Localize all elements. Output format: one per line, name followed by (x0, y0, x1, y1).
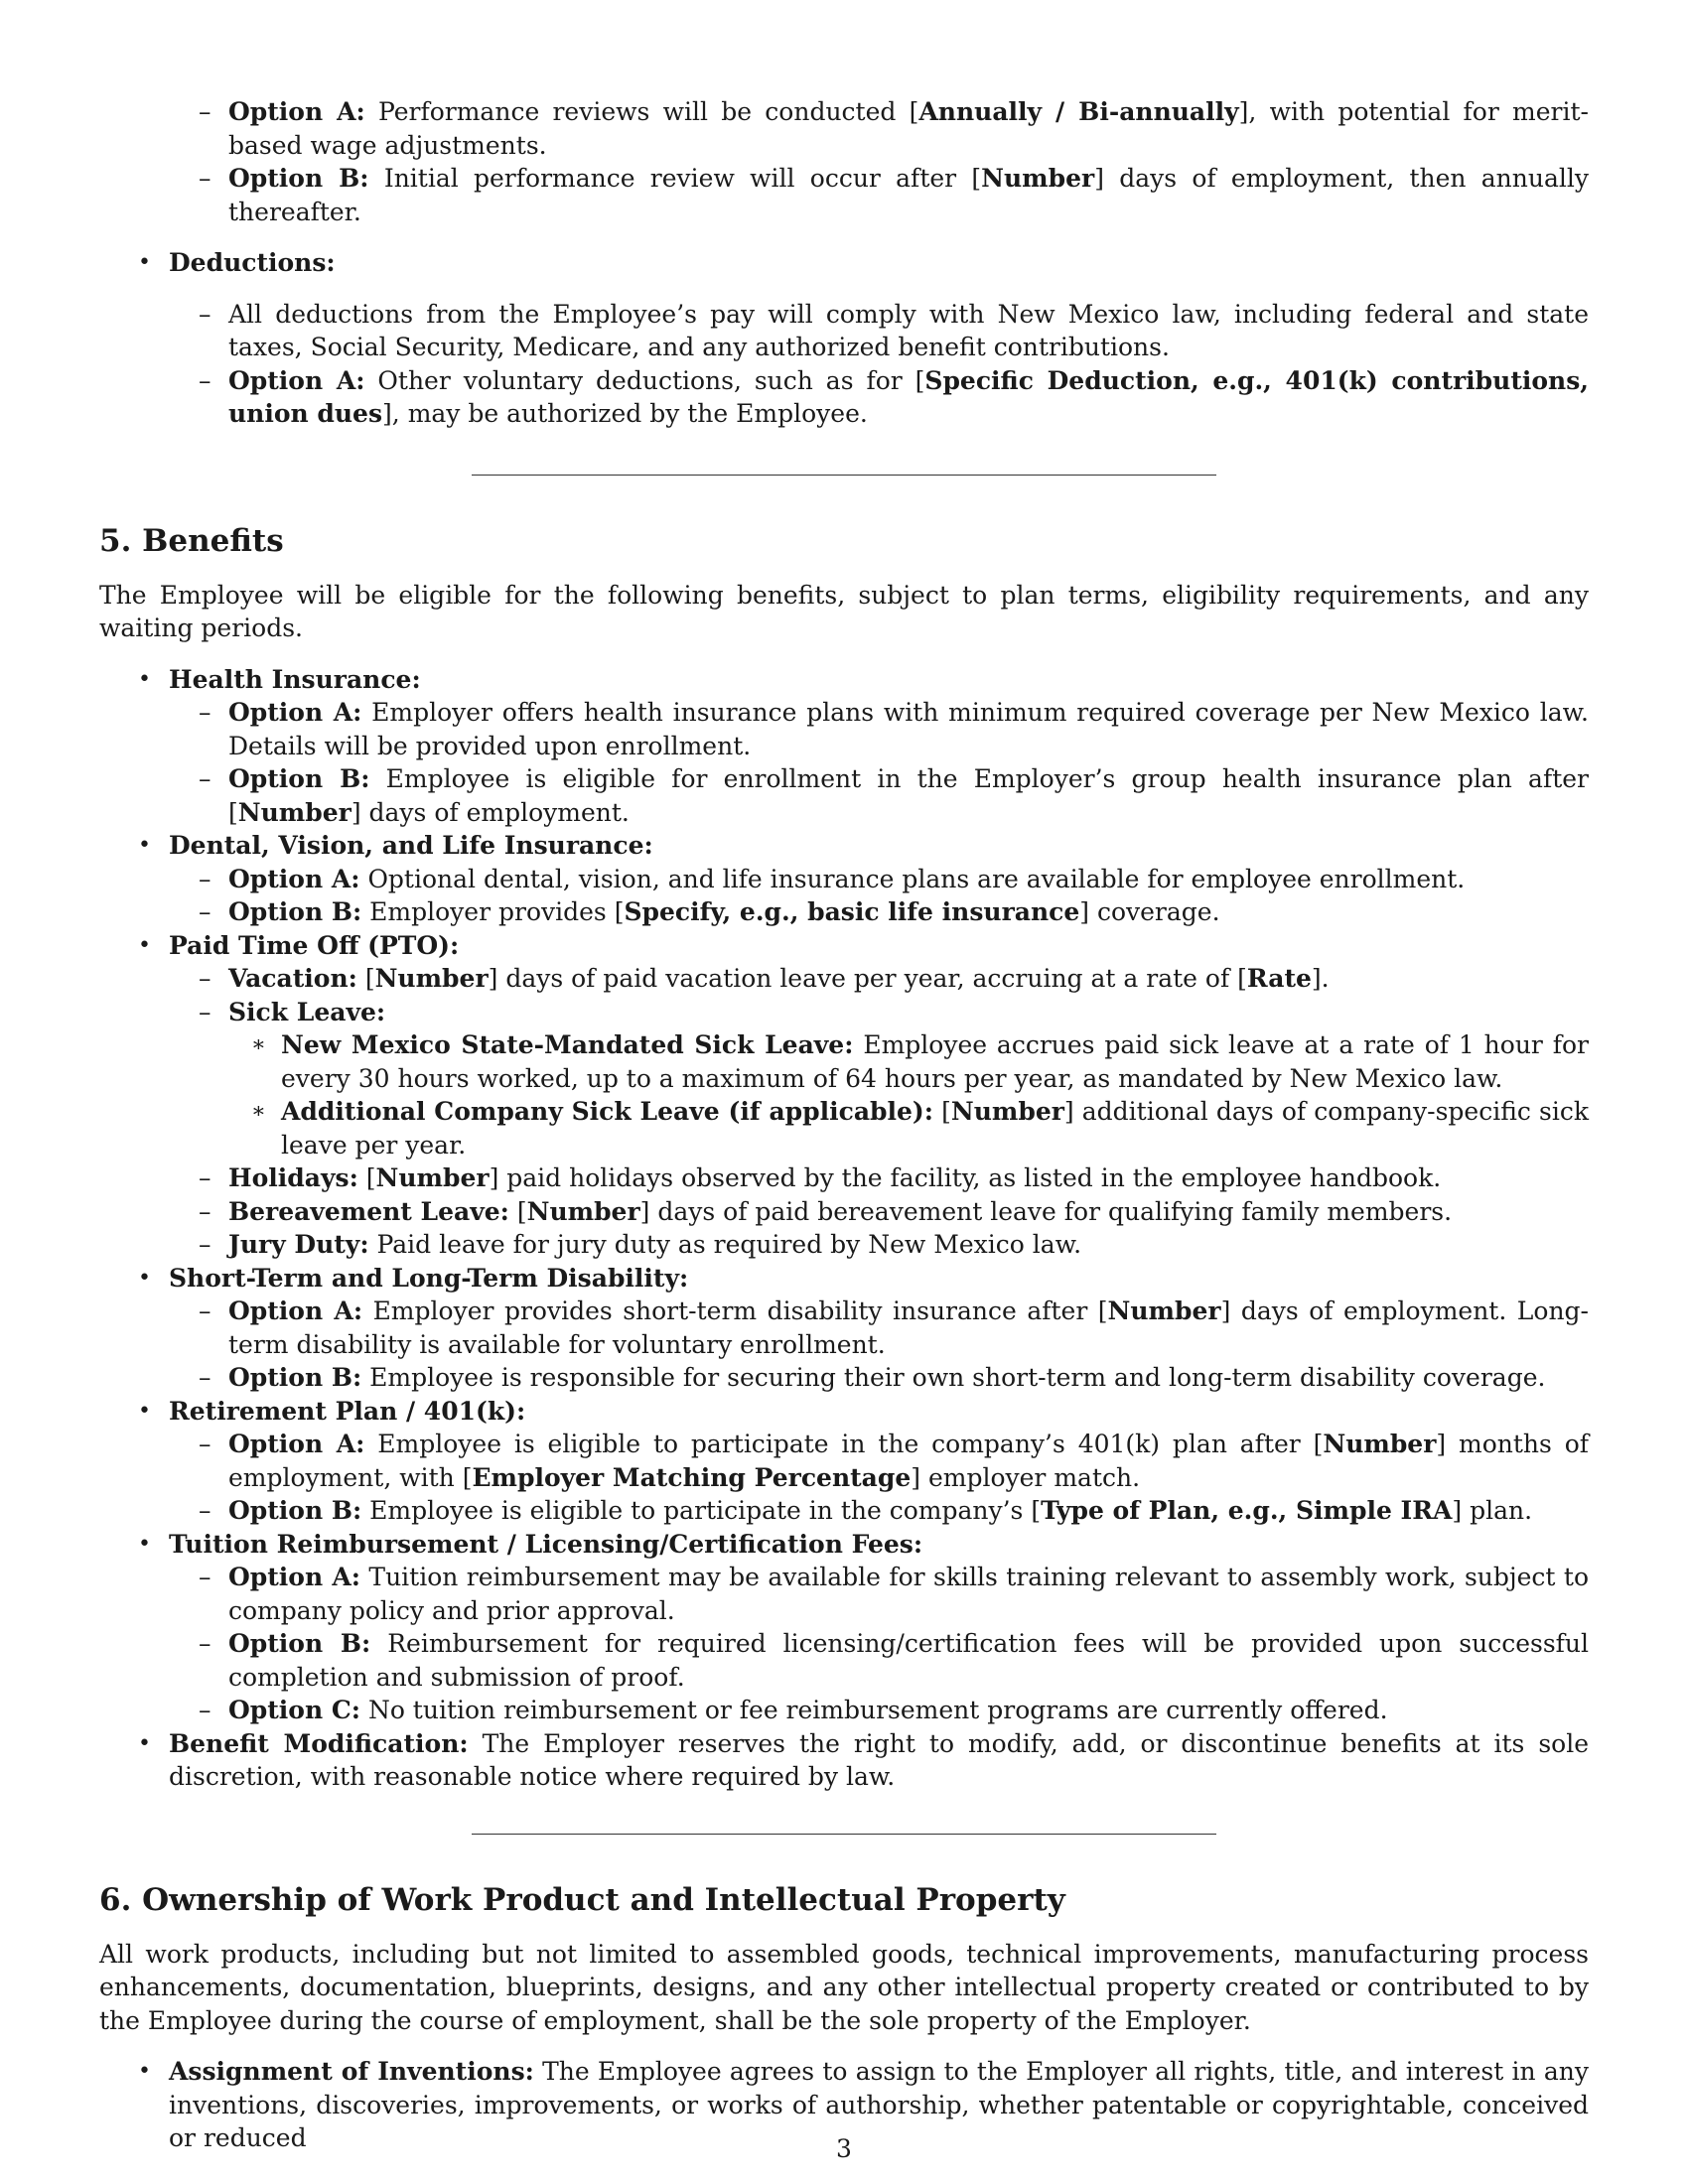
pto-bereavement: – Bereavement Leave: [Number] days of paid bereavement leave for qualifying family members. (99, 1195, 1589, 1229)
pto-additional-sick-leave: ∗ Additional Company Sick Leave (if applicable): [Number] additional days of company-specific sick leave per year. (251, 1097, 1589, 1160)
tuition-option-c: – Option C: No tuition reimbursement or fee reimbursement programs are currently offered. (99, 1694, 1589, 1727)
section-title-ownership: 6. Ownership of Work Product and Intellectual Property (99, 1881, 1065, 1918)
pto-nm-sick-leave: ∗ New Mexico State-Mandated Sick Leave: Employee accrues paid sick leave at a rate of 1 hour for every 30 hours worked, up to a maximum of 64 hours per year, as mandated by New Mexico law. (251, 1030, 1590, 1093)
ownership-intro: All work products, including but not limited to assembled goods, technical improvements, manufacturing process enhancements, documentation, blueprints, designs, and any other intellectual property created or contributed to by the Employee during the course of employment, shall be the sole property of the Employer. (99, 1939, 1589, 2035)
dash-marker: – (199, 1230, 211, 1259)
bullet-marker: • (138, 833, 151, 858)
health-insurance-item: • Health Insurance: (99, 663, 1589, 697)
dash-marker: – (199, 1196, 211, 1226)
dash-marker: – (199, 164, 211, 193)
bullet-marker: • (138, 1730, 151, 1756)
health-option-b: – Option B: Employee is eligible for enrollment in the Employer’s group health insurance plan after [Number] days of employment. (199, 764, 1589, 827)
bullet-marker: • (138, 1531, 151, 1557)
dash-marker: – (199, 97, 211, 126)
star-marker: ∗ (251, 1099, 266, 1124)
benefits-intro: The Employee will be eligible for the following benefits, subject to plan terms, eligibility requirements, and any waiting periods. (99, 580, 1589, 642)
dash-marker: – (199, 698, 211, 727)
dental-vision-life-item: • Dental, Vision, and Life Insurance: (99, 829, 1589, 863)
retirement-option-b: – Option B: Employee is eligible to participate in the company’s [Type of Plan, e.g., Simple IRA] plan. (99, 1494, 1589, 1528)
dash-marker: – (199, 1297, 211, 1325)
perf-option-a: – Option A: Performance reviews will be conducted [Annually / Bi-annually], with potential for merit-based wage adjustments. (199, 97, 1589, 160)
dash-marker: – (199, 365, 211, 395)
dash-marker: – (199, 1430, 211, 1458)
disability-item: • Short-Term and Long-Term Disability: (99, 1262, 1589, 1296)
pto-item: • Paid Time Off (PTO): (99, 929, 1589, 963)
dash-marker: – (199, 1163, 211, 1192)
deductions-option-a: – Option A: Other voluntary deductions, such as for [Specific Deduction, e.g., 401(k) contributions, union dues], may be authorized by the Employee. (199, 365, 1590, 428)
pto-vacation: – Vacation: [Number] days of paid vacation leave per year, accruing at a rate of [Rate]. (99, 962, 1589, 996)
tuition-option-b: – Option B: Reimbursement for required licensing/certification fees will be provided upon successful completion and submission of proof. (199, 1629, 1589, 1692)
deductions-compliance: – All deductions from the Employee’s pay will comply with New Mexico law, including federal and state taxes, Social Security, Medicare, and any authorized benefit contributions. (199, 299, 1589, 361)
dash-marker: – (199, 864, 211, 893)
dash-marker: – (199, 897, 211, 926)
benefit-modification-item: • Benefit Modification: The Employer reserves the right to modify, add, or discontinue benefits at its sole discretion, with reasonable notice where required by law. (138, 1728, 1590, 1791)
bullet-marker: • (138, 932, 151, 958)
dash-marker: – (199, 1496, 211, 1525)
pto-jury-duty: – Jury Duty: Paid leave for jury duty as required by New Mexico law. (99, 1228, 1589, 1262)
pto-sick-leave: – Sick Leave: (99, 996, 1589, 1029)
assignment-of-inventions-item: • Assignment of Inventions: The Employee agrees to assign to the Employer all rights, title, and interest in any inventions, discoveries, improvements, or works of authorship, whether patentable or copyrightable, conceived or reduced (138, 2057, 1589, 2152)
dash-marker: – (199, 1363, 211, 1392)
dental-option-a: – Option A: Optional dental, vision, and life insurance plans are available for employee enrollment. (99, 863, 1589, 896)
dash-marker: – (199, 1563, 211, 1591)
retirement-item: • Retirement Plan / 401(k): (99, 1395, 1589, 1429)
bullet-marker: • (138, 2059, 151, 2084)
disability-option-a: – Option A: Employer provides short-term disability insurance after [Number] days of employment. Long-term disability is available for voluntary enrollment. (199, 1297, 1589, 1359)
bullet-marker: • (138, 1265, 151, 1291)
bullet-marker: • (138, 666, 151, 692)
star-marker: ∗ (251, 1032, 266, 1057)
dash-marker: – (199, 964, 211, 993)
document-page (99, 95, 1589, 2155)
bullet-marker: • (138, 1398, 151, 1424)
dash-marker: – (199, 1696, 211, 1724)
bullet-marker: • (138, 250, 151, 275)
deductions-item: • Deductions: (99, 246, 1589, 280)
dash-marker: – (199, 299, 211, 329)
tuition-item: • Tuition Reimbursement / Licensing/Certification Fees: (99, 1528, 1589, 1562)
section-title-benefits: 5. Benefits (99, 522, 284, 559)
dental-option-b: – Option B: Employer provides [Specify, e.g., basic life insurance] coverage. (99, 895, 1589, 929)
tuition-option-a: – Option A: Tuition reimbursement may be available for skills training relevant to assembly work, subject to company policy and prior approval. (199, 1563, 1589, 1625)
retirement-option-a: – Option A: Employee is eligible to participate in the company’s 401(k) plan after [Number] months of employment, with [Employer Matching Percentage] employer match. (199, 1430, 1589, 1492)
dash-marker: – (199, 1629, 211, 1658)
dash-marker: – (199, 764, 211, 793)
dash-marker: – (199, 997, 211, 1026)
page-number: 3 (836, 2134, 852, 2163)
perf-option-b: – Option B: Initial performance review will occur after [Number] days of employment, then annually thereafter. (199, 164, 1589, 226)
disability-option-b: – Option B: Employee is responsible for securing their own short-term and long-term disability coverage. (99, 1361, 1589, 1395)
pto-holidays: – Holidays: [Number] paid holidays observed by the facility, as listed in the employee handbook. (99, 1161, 1589, 1195)
health-option-a: – Option A: Employer offers health insurance plans with minimum required coverage per New Mexico law. Details will be provided upon enrollment. (199, 698, 1589, 760)
